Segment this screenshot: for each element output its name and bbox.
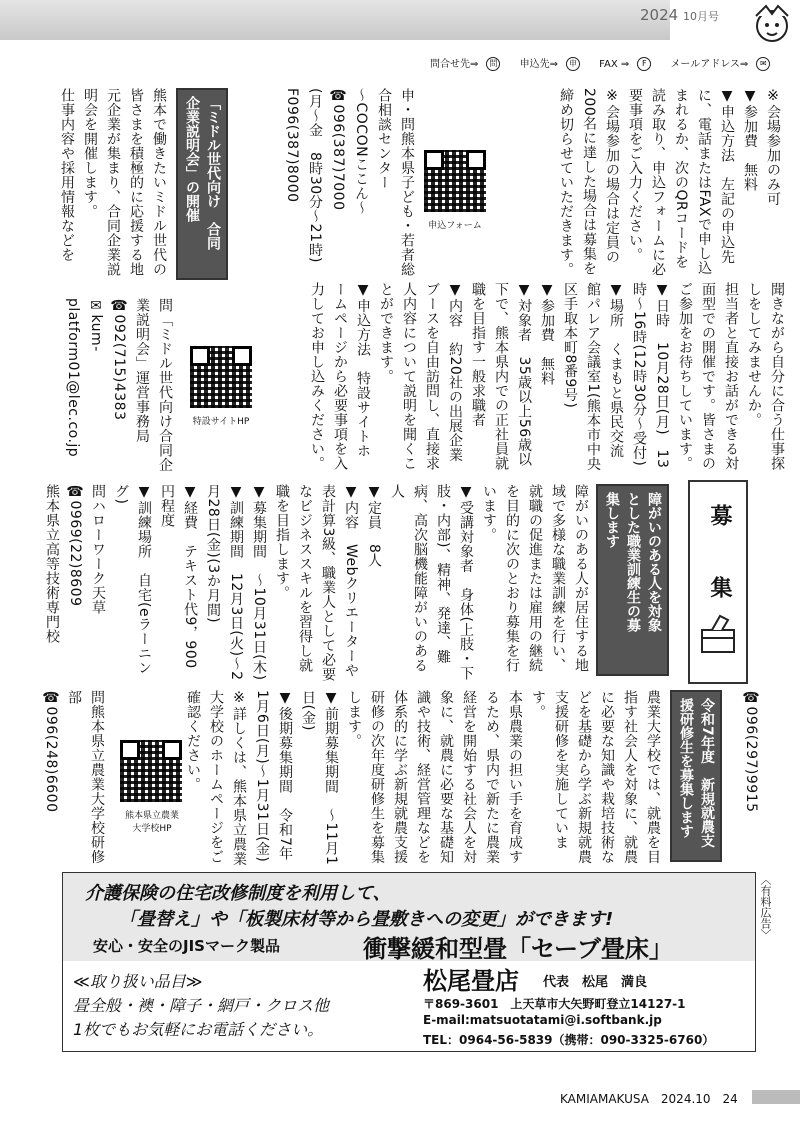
ad-line-2: 「畳替え」や「板製床材等から畳敷きへの変更」ができます! <box>119 909 614 930</box>
contact-column: 申・問熊本県子ども・若者総合相談センター 〜COCONここん〜 ☎096(387)7000 (月〜金 8時30分〜21時) F096(387)8000 <box>284 88 415 277</box>
header-gradient <box>0 0 670 40</box>
midor-intro: 熊本で働きたいミドル世代の皆さまを積極的に応援する地元企業が集まり、合同企業説明会を開催します。 仕事内容や採用情報などを <box>59 88 167 277</box>
previous-tel: ☎096(297)9915 <box>743 690 759 813</box>
issue-label <box>640 6 719 24</box>
legend-fax: FAX ⇒ F <box>599 59 659 70</box>
ballot-box-icon <box>698 610 738 656</box>
shop-email[interactable]: E-mail:matsuotatami@i.softbank.jp <box>423 1013 662 1027</box>
header-bar <box>0 0 800 40</box>
paid-ad-label: 〈有料広告〉 <box>759 874 772 940</box>
ad-line-1: 介護保険の住宅改修制度を利用して、 <box>85 883 391 904</box>
shop-name: 松尾畳店 <box>423 967 519 995</box>
ad-items: 畳全般・襖・障子・網戸・クロス他 <box>73 996 330 1015</box>
agri-training-body: 農業大学校では、就農を目指す社会人を対象に、就農に必要な知識や栽培技術などを基礎から学ぶ新規就農支援研修を実施しています。 本県農業の担い手を育成するため、県内で新たに農業経営を開始する社会人を対象に、就農に必要な基礎知識や技術、経営管理などを体系的に学ぶ新規就農支援研修の次年度研修生を募集します。 ▼前期募集期間 〜11月1日(金) ▼後期募集期間 令和7年1月6日(月)〜1月31日(金) ※詳しくは、熊本県立農業大学校のホームページをご確認ください。 <box>185 690 661 866</box>
issue-month: 10月号 <box>682 10 719 23</box>
midor-contact: 問「ミドル世代向け合同企業説明会」運営事務局 ☎092(715)4383 ✉kum-platform01@lec.co.jp <box>65 298 173 472</box>
special-site-qr-caption: 特設サイトHP <box>192 417 250 427</box>
ad-items-title: ≪取り扱い品目≫ <box>73 972 203 991</box>
footer-bar <box>752 1090 800 1104</box>
shop-representative: 代表 松尾 満良 <box>543 975 648 990</box>
disability-training-heading: 障がいのある人を対象 とした職業訓練生の募 集します <box>596 484 669 676</box>
event-details-column: ※会場参加のみ可 ▼参加費 無料 ▼申込方法 左記の申込先に、電話またはFAXで申し込まれるか、次のQRコードを読み取り、申込フォームに必要事項をご入力ください。 ※会場参加の場合は定員の200名に達した場合は募集を締め切らせていただきます。 <box>558 88 781 277</box>
recruitment-box <box>688 480 748 684</box>
agri-training-heading: 令和7年度 新規就農支 援研修生を募集します <box>670 690 722 862</box>
agri-college-qr[interactable] <box>120 740 182 802</box>
ad-items-2: 1枚でもお気軽にお電話ください。 <box>73 1020 324 1039</box>
application-form-qr-caption: 申込フォーム <box>428 221 482 231</box>
application-form-qr[interactable] <box>424 150 486 212</box>
ad-line-3a: 安心・安全のJISマーク製品 <box>93 937 280 955</box>
recruitment-label: 募 集 <box>707 504 732 612</box>
shop-tel[interactable]: TEL：0964-56-5839（携帯：090-3325-6760） <box>423 1033 715 1047</box>
page-footer: KAMIAMAKUSA 2024.10 24 <box>560 1092 738 1106</box>
agri-college-contact: 問熊本県立農業大学校研修部 ☎096(248)6600 <box>43 690 105 864</box>
legend-apply: 申込先⇒ 申 <box>520 59 588 70</box>
legend <box>430 55 800 73</box>
ad-line-3b: 衝撃緩和型畳「セーブ畳床」 <box>363 935 673 963</box>
special-site-qr[interactable] <box>190 346 252 408</box>
shop-address: 〒869-3601 上天草市大矢野町登立14127-1 <box>423 997 686 1011</box>
midor-heading: 「ミドル世代向け 合同 企業説明会」の開催 <box>176 88 228 280</box>
agri-college-qr-caption: 熊本県立農業 大学校HP <box>124 811 179 834</box>
midor-details: 聞きながら自分に合う仕事探しをしてみませんか。 担当者と直接お話ができる対面型での開催です。皆さまのご参加をお待ちしています。 ▼日時 10月28日(月) 13時〜16時(12時30分〜受付) ▼場所 くまもと県民交流館パレア会議室1(熊本市中央区手取本町8番9号) ▼参加費 無料 ▼対象者 35歳以上56歳以下で、熊本県内での正社員就職を目指す一般求職者 ▼内容 約20社の出展企業ブースを自由訪問し、直接求人内容について説明を聞くことができます。 ▼申込方法 特設サイトホームページから必要事項を入力してお申し込みください。 <box>309 282 785 472</box>
mascot-icon <box>748 2 796 46</box>
disability-training-body: 障がいのある人が居住する地域で多様な職業訓練を行い、就職の促進または雇用の継続を目的に次のとおり募集を行います。 ▼受講対象者 身体(上肢・下肢・内部)、精神、発達、難病、高次脳機能障がいのある人 ▼定員 8人 ▼内容 Webクリエーターや表計算3級、職業人として必要なビジネススキルを習得し就職を目指します。 ▼募集期間 〜10月31日(木) ▼訓練期間 12月3日(火)〜2月28日(金)(3か月間) ▼経費 テキスト代9，900円程度 ▼訓練場所 自宅(eラーニング) 問ハローワーク天草 ☎0969(22)8609 熊本県立高等技術専門校 <box>44 484 589 682</box>
issue-year: 2024 <box>640 6 679 24</box>
legend-mail: メールアドレス⇒ ✉ <box>670 59 778 70</box>
legend-inquiry: 問合せ先⇒ 問 <box>430 59 508 70</box>
advertisement <box>62 872 756 1052</box>
